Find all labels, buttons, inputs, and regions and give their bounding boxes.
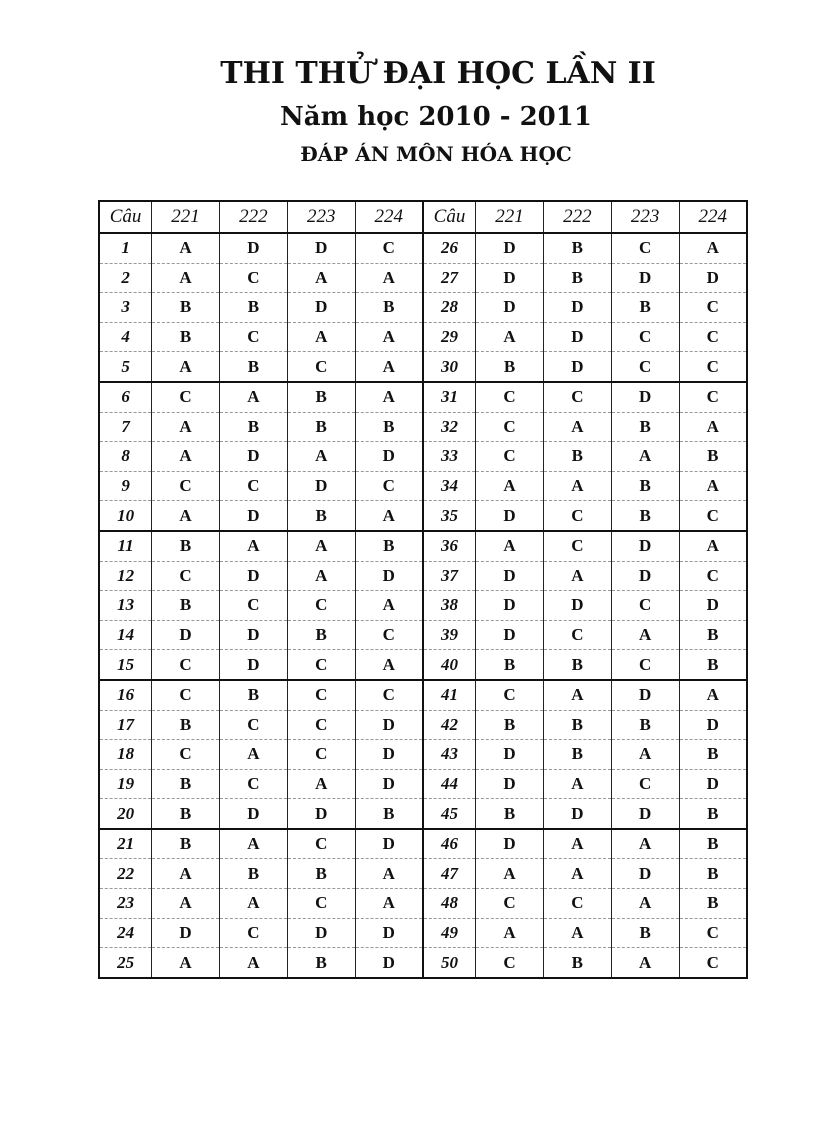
answer-cell: C (611, 322, 679, 352)
answer-cell: B (611, 293, 679, 323)
question-number: 30 (423, 352, 476, 382)
answer-cell: A (679, 471, 747, 501)
answer-cell: B (219, 412, 287, 442)
answer-cell: D (355, 918, 423, 948)
answer-cell: D (355, 561, 423, 591)
answer-cell: C (679, 382, 747, 412)
answer-cell: A (287, 561, 355, 591)
answer-cell: A (543, 829, 611, 859)
answer-cell: C (679, 561, 747, 591)
answer-cell: D (476, 591, 544, 621)
answer-cell: D (611, 859, 679, 889)
answer-cell: B (476, 710, 544, 740)
answer-cell: A (543, 680, 611, 710)
answer-cell: A (152, 412, 220, 442)
answer-cell: D (287, 233, 355, 263)
answer-cell: B (287, 859, 355, 889)
table-row (99, 293, 747, 323)
question-number: 17 (99, 710, 152, 740)
table-row (99, 799, 747, 829)
answer-cell: D (543, 293, 611, 323)
table-row (99, 889, 747, 919)
answer-cell: A (679, 680, 747, 710)
answer-cell: C (152, 740, 220, 770)
column-header-exam-code: 221 (152, 201, 220, 233)
question-number: 8 (99, 442, 152, 472)
answer-cell: D (355, 710, 423, 740)
column-header-question: Câu (423, 201, 476, 233)
table-row (99, 948, 747, 978)
answer-key-table (98, 200, 748, 979)
answer-cell: A (355, 501, 423, 531)
answer-cell: C (287, 591, 355, 621)
answer-cell: C (152, 561, 220, 591)
answer-cell: A (355, 322, 423, 352)
answer-cell: D (476, 769, 544, 799)
answer-cell: C (679, 352, 747, 382)
table-row (99, 442, 747, 472)
answer-cell: C (543, 531, 611, 561)
answer-cell: D (611, 680, 679, 710)
answer-cell: B (476, 799, 544, 829)
answer-cell: D (355, 740, 423, 770)
answer-cell: C (611, 233, 679, 263)
question-number: 27 (423, 263, 476, 293)
question-number: 15 (99, 650, 152, 680)
answer-cell: C (219, 471, 287, 501)
table-body (99, 233, 747, 978)
table-row (99, 233, 747, 263)
answer-cell: A (287, 263, 355, 293)
question-number: 14 (99, 620, 152, 650)
answer-cell: A (287, 322, 355, 352)
question-number: 22 (99, 859, 152, 889)
answer-cell: B (287, 382, 355, 412)
question-number: 33 (423, 442, 476, 472)
answer-cell: D (219, 650, 287, 680)
answer-cell: B (543, 740, 611, 770)
answer-cell: D (219, 620, 287, 650)
answer-cell: C (219, 769, 287, 799)
answer-cell: A (219, 889, 287, 919)
answer-cell: C (219, 263, 287, 293)
column-header-exam-code: 223 (611, 201, 679, 233)
answer-cell: B (152, 293, 220, 323)
answer-cell: A (611, 829, 679, 859)
question-number: 50 (423, 948, 476, 978)
table-row (99, 680, 747, 710)
answer-cell: D (476, 740, 544, 770)
question-number: 43 (423, 740, 476, 770)
answer-cell: C (219, 918, 287, 948)
answer-cell: A (355, 859, 423, 889)
answer-cell: D (543, 352, 611, 382)
answer-cell: C (679, 918, 747, 948)
answer-cell: D (476, 561, 544, 591)
answer-cell: B (476, 352, 544, 382)
answer-cell: B (611, 501, 679, 531)
answer-cell: B (152, 591, 220, 621)
answer-cell: A (152, 233, 220, 263)
answer-cell: A (219, 531, 287, 561)
page-title: THI THỬ ĐẠI HỌC LẦN II (220, 56, 656, 91)
answer-cell: D (679, 263, 747, 293)
answer-cell: D (476, 829, 544, 859)
answer-cell: B (219, 859, 287, 889)
answer-cell: A (679, 531, 747, 561)
answer-cell: C (287, 680, 355, 710)
answer-cell: B (679, 620, 747, 650)
answer-cell: B (611, 471, 679, 501)
answer-cell: B (476, 650, 544, 680)
table-row (99, 591, 747, 621)
answer-cell: A (152, 501, 220, 531)
answer-cell: C (679, 322, 747, 352)
question-number: 2 (99, 263, 152, 293)
question-number: 37 (423, 561, 476, 591)
answer-cell: D (355, 442, 423, 472)
answer-cell: A (611, 740, 679, 770)
question-number: 9 (99, 471, 152, 501)
answer-cell: B (219, 680, 287, 710)
answer-cell: B (543, 948, 611, 978)
answer-cell: D (476, 233, 544, 263)
column-header-exam-code: 224 (679, 201, 747, 233)
answer-cell: D (679, 769, 747, 799)
answer-cell: A (679, 233, 747, 263)
question-number: 46 (423, 829, 476, 859)
answer-cell: A (476, 531, 544, 561)
answer-cell: D (287, 918, 355, 948)
answer-cell: B (287, 501, 355, 531)
question-number: 40 (423, 650, 476, 680)
answer-cell: D (287, 799, 355, 829)
answer-cell: A (219, 740, 287, 770)
answer-cell: C (355, 680, 423, 710)
subtitle: ĐÁP ÁN MÔN HÓA HỌC (300, 142, 572, 166)
answer-cell: B (679, 799, 747, 829)
answer-cell: D (287, 293, 355, 323)
table-row (99, 650, 747, 680)
answer-cell: C (611, 352, 679, 382)
answer-cell: D (611, 263, 679, 293)
answer-cell: D (219, 561, 287, 591)
answer-cell: D (543, 591, 611, 621)
answer-cell: A (543, 412, 611, 442)
table-row (99, 561, 747, 591)
answer-cell: B (152, 829, 220, 859)
answer-cell: B (219, 293, 287, 323)
answer-cell: A (355, 382, 423, 412)
answer-cell: C (287, 352, 355, 382)
answer-cell: A (355, 889, 423, 919)
question-number: 24 (99, 918, 152, 948)
answer-cell: A (355, 650, 423, 680)
question-number: 18 (99, 740, 152, 770)
column-header-exam-code: 223 (287, 201, 355, 233)
answer-cell: D (355, 769, 423, 799)
answer-cell: D (543, 799, 611, 829)
answer-cell: D (355, 829, 423, 859)
answer-cell: A (679, 412, 747, 442)
table-header-row (99, 201, 747, 233)
table-row (99, 382, 747, 412)
question-number: 28 (423, 293, 476, 323)
answer-cell: B (219, 352, 287, 382)
table-row (99, 710, 747, 740)
answer-cell: B (611, 918, 679, 948)
table-row (99, 769, 747, 799)
question-number: 26 (423, 233, 476, 263)
answer-cell: A (543, 859, 611, 889)
answer-cell: A (611, 442, 679, 472)
answer-cell: C (152, 680, 220, 710)
answer-cell: B (355, 293, 423, 323)
answer-cell: B (287, 412, 355, 442)
answer-cell: D (219, 799, 287, 829)
answer-cell: D (152, 918, 220, 948)
question-number: 35 (423, 501, 476, 531)
table-row (99, 501, 747, 531)
answer-cell: C (287, 740, 355, 770)
question-number: 4 (99, 322, 152, 352)
question-number: 47 (423, 859, 476, 889)
answer-cell: A (543, 918, 611, 948)
answer-cell: C (476, 889, 544, 919)
answer-cell: B (152, 769, 220, 799)
answer-cell: A (355, 591, 423, 621)
answer-cell: C (476, 412, 544, 442)
question-number: 19 (99, 769, 152, 799)
answer-cell: C (219, 591, 287, 621)
answer-cell: A (543, 471, 611, 501)
answer-cell: A (287, 769, 355, 799)
answer-cell: B (355, 412, 423, 442)
answer-cell: D (476, 620, 544, 650)
answer-cell: C (543, 382, 611, 412)
question-number: 44 (423, 769, 476, 799)
answer-cell: C (152, 471, 220, 501)
answer-cell: B (152, 322, 220, 352)
table-row (99, 322, 747, 352)
answer-cell: C (287, 710, 355, 740)
question-number: 6 (99, 382, 152, 412)
answer-cell: D (611, 531, 679, 561)
answer-cell: C (543, 501, 611, 531)
answer-cell: C (287, 650, 355, 680)
answer-cell: D (679, 591, 747, 621)
answer-cell: D (679, 710, 747, 740)
answer-cell: A (476, 471, 544, 501)
answer-cell: A (152, 889, 220, 919)
answer-cell: D (543, 322, 611, 352)
answer-cell: C (476, 442, 544, 472)
question-number: 31 (423, 382, 476, 412)
answer-cell: B (611, 710, 679, 740)
answer-cell: A (219, 829, 287, 859)
table-row (99, 352, 747, 382)
answer-cell: A (543, 561, 611, 591)
answer-cell: D (152, 620, 220, 650)
question-number: 38 (423, 591, 476, 621)
answer-cell: A (355, 263, 423, 293)
answer-cell: D (219, 442, 287, 472)
answer-cell: B (679, 859, 747, 889)
answer-cell: C (219, 710, 287, 740)
question-number: 39 (423, 620, 476, 650)
answer-cell: D (611, 382, 679, 412)
answer-cell: B (152, 799, 220, 829)
question-number: 29 (423, 322, 476, 352)
school-year: Năm học 2010 - 2011 (280, 102, 592, 132)
answer-cell: A (152, 352, 220, 382)
question-number: 5 (99, 352, 152, 382)
answer-cell: C (543, 889, 611, 919)
question-number: 34 (423, 471, 476, 501)
question-number: 20 (99, 799, 152, 829)
answer-cell: D (219, 233, 287, 263)
question-number: 11 (99, 531, 152, 561)
answer-cell: C (611, 591, 679, 621)
answer-cell: B (152, 531, 220, 561)
question-number: 7 (99, 412, 152, 442)
question-number: 13 (99, 591, 152, 621)
question-number: 23 (99, 889, 152, 919)
table-row (99, 859, 747, 889)
column-header-exam-code: 224 (355, 201, 423, 233)
question-number: 32 (423, 412, 476, 442)
answer-cell: C (476, 948, 544, 978)
question-number: 12 (99, 561, 152, 591)
answer-cell: A (152, 442, 220, 472)
answer-cell: B (543, 442, 611, 472)
table-row (99, 918, 747, 948)
answer-cell: B (543, 710, 611, 740)
answer-cell: C (476, 382, 544, 412)
answer-cell: A (476, 859, 544, 889)
answer-cell: C (152, 650, 220, 680)
answer-cell: A (611, 620, 679, 650)
answer-cell: C (543, 620, 611, 650)
answer-cell: B (543, 263, 611, 293)
question-number: 3 (99, 293, 152, 323)
question-number: 36 (423, 531, 476, 561)
question-number: 10 (99, 501, 152, 531)
table-row (99, 263, 747, 293)
answer-cell: D (476, 263, 544, 293)
answer-cell: B (679, 740, 747, 770)
answer-cell: B (679, 829, 747, 859)
question-number: 48 (423, 889, 476, 919)
answer-cell: D (476, 293, 544, 323)
answer-cell: A (152, 948, 220, 978)
answer-cell: C (355, 233, 423, 263)
answer-cell: D (287, 471, 355, 501)
question-number: 42 (423, 710, 476, 740)
answer-cell: A (219, 948, 287, 978)
table-row (99, 829, 747, 859)
answer-cell: A (543, 769, 611, 799)
answer-cell: B (543, 650, 611, 680)
table-row (99, 620, 747, 650)
answer-cell: D (355, 948, 423, 978)
answer-cell: D (611, 561, 679, 591)
answer-cell: B (611, 412, 679, 442)
question-number: 49 (423, 918, 476, 948)
answer-cell: B (287, 620, 355, 650)
answer-cell: A (287, 442, 355, 472)
answer-cell: A (152, 263, 220, 293)
answer-cell: B (355, 531, 423, 561)
answer-cell: C (355, 620, 423, 650)
answer-cell: C (287, 829, 355, 859)
answer-cell: C (476, 680, 544, 710)
column-header-exam-code: 221 (476, 201, 544, 233)
answer-cell: A (476, 918, 544, 948)
answer-cell: A (611, 889, 679, 919)
answer-cell: A (476, 322, 544, 352)
column-header-exam-code: 222 (219, 201, 287, 233)
answer-cell: A (611, 948, 679, 978)
answer-cell: B (679, 442, 747, 472)
question-number: 21 (99, 829, 152, 859)
table-row (99, 471, 747, 501)
answer-cell: C (287, 889, 355, 919)
answer-cell: B (679, 889, 747, 919)
answer-cell: D (219, 501, 287, 531)
answer-cell: B (287, 948, 355, 978)
answer-cell: A (355, 352, 423, 382)
table-row (99, 740, 747, 770)
answer-cell: C (611, 650, 679, 680)
answer-cell: B (543, 233, 611, 263)
column-header-exam-code: 222 (543, 201, 611, 233)
table-row (99, 531, 747, 561)
question-number: 41 (423, 680, 476, 710)
question-number: 1 (99, 233, 152, 263)
answer-cell: A (287, 531, 355, 561)
answer-cell: C (355, 471, 423, 501)
table-row (99, 412, 747, 442)
answer-cell: D (476, 501, 544, 531)
answer-cell: B (152, 710, 220, 740)
answer-cell: A (152, 859, 220, 889)
answer-cell: B (679, 650, 747, 680)
answer-cell: A (219, 382, 287, 412)
question-number: 16 (99, 680, 152, 710)
question-number: 45 (423, 799, 476, 829)
answer-cell: C (679, 293, 747, 323)
answer-cell: C (219, 322, 287, 352)
answer-cell: B (355, 799, 423, 829)
answer-cell: C (679, 501, 747, 531)
answer-cell: D (611, 799, 679, 829)
question-number: 25 (99, 948, 152, 978)
answer-cell: C (611, 769, 679, 799)
column-header-question: Câu (99, 201, 152, 233)
answer-cell: C (679, 948, 747, 978)
answer-cell: C (152, 382, 220, 412)
